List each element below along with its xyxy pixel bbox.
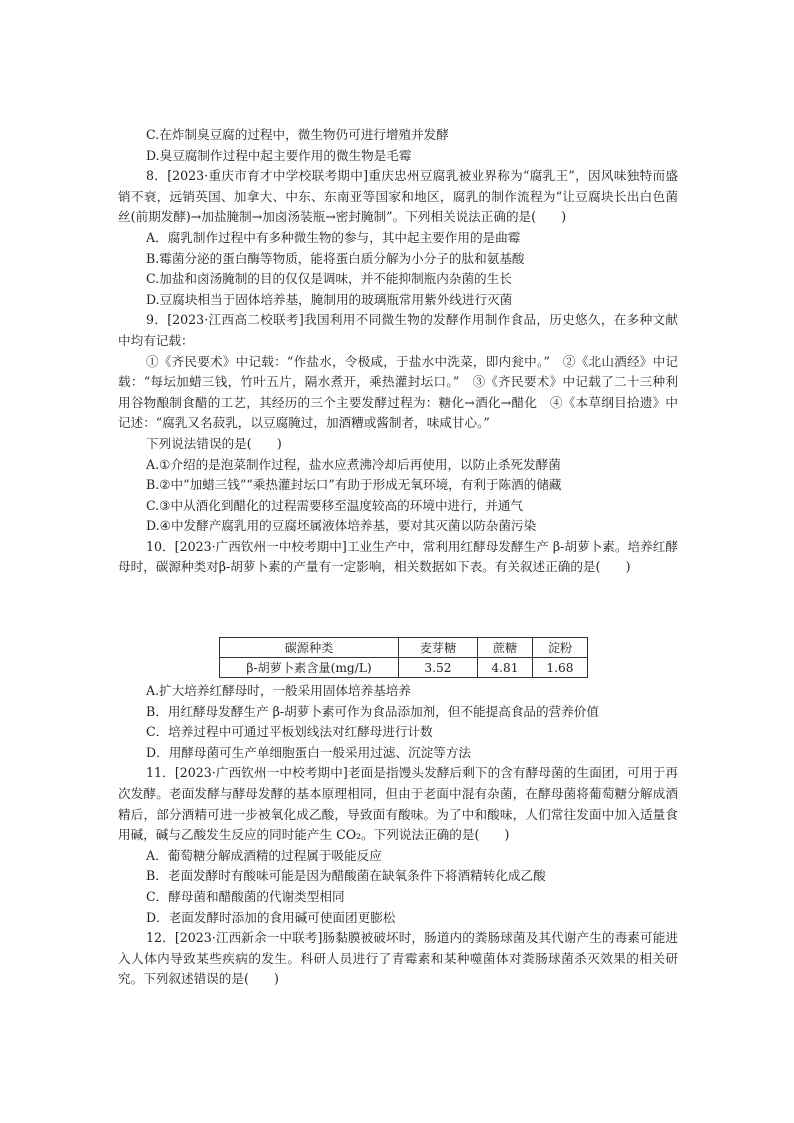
option-line: A.①介绍的是泡菜制作过程，盐水应煮沸冷却后再使用，以防止杀死发酵菌 — [146, 456, 561, 472]
table-header-row — [220, 638, 588, 658]
question-paragraph: 9．[2023·江西高二校联考]我国利用不同微生物的发酵作用制作食品，历史悠久，在多种文献中均有记载： — [118, 312, 678, 348]
table-cell: 3.52 — [399, 658, 478, 678]
option-line: C.③中从酒化到醋化的过程需要移至温度较高的环境中进行，并通气 — [146, 497, 524, 513]
option-line: B.霉菌分泌的蛋白酶等物质，能将蛋白质分解为小分子的肽和氨基酸 — [146, 250, 525, 266]
question-paragraph: 10．[2023·广西钦州一中校考期中]工业生产中，常利用红酵母发酵生产 β-胡萝卜素。培养红酵母时，碳源种类对β-胡萝卜素的产量有一定影响，相关数据如下表。有关叙述正确的是( ) — [118, 538, 678, 575]
option-line: A．葡萄糖分解成酒精的过程属于吸能反应 — [146, 847, 382, 863]
option-line: C．培养过程中可通过平板划线法对红酵母进行计数 — [146, 724, 433, 740]
option-line: D.④中发酵产腐乳用的豆腐坯属液体培养基，要对其灭菌以防杂菌污染 — [146, 518, 537, 534]
table-cell: 4.81 — [478, 658, 533, 678]
option-line: B.②中“加蜡三钱”“乘热灌封坛口”有助于形成无氧环境，有利于陈酒的储藏 — [146, 477, 562, 493]
table-header-cell: 蔗糖 — [478, 638, 533, 658]
table-row — [220, 658, 588, 678]
question-paragraph: 8．[2023·重庆市育才中学校联考期中]重庆忠州豆腐乳被业界称为“腐乳王”，因风味独特而盛销不衰，远销英国、加拿大、中东、东南亚等国家和地区，腐乳的制作流程为“让豆腐块长出白色菌丝(前期发酵)→加盐腌制→加卤汤装瓶→密封腌制”。下列相关说法正确的是( ) — [118, 168, 678, 225]
option-line: B．老面发酵时有酸味可能是因为醋酸菌在缺氧条件下将酒精转化成乙酸 — [146, 868, 546, 884]
table-cell: 1.68 — [533, 658, 588, 678]
option-line: D．用酵母菌可生产单细胞蛋白一般采用过滤、沉淀等方法 — [146, 744, 471, 760]
option-line: C．酵母菌和醋酸菌的代谢类型相同 — [146, 888, 345, 904]
table-header-cell: 碳源种类 — [220, 638, 399, 658]
option-line: A．腐乳制作过程中有多种微生物的参与，其中起主要作用的是曲霉 — [146, 229, 521, 245]
question-paragraph: 12．[2023·江西新余一中联考]肠黏膜被破坏时，肠道内的粪肠球菌及其代谢产生的毒素可能进入人体内导致某些疾病的发生。科研人员进行了青霉素和某种噬菌体对粪肠球菌杀灭效果的相关研究。下列叙述错误的是( ) — [118, 930, 678, 987]
option-line: D.豆腐块相当于固体培养基，腌制用的玻璃瓶常用紫外线进行灭菌 — [146, 291, 513, 307]
option-line: D．老面发酵时添加的食用碱可使面团更膨松 — [146, 909, 396, 925]
table-header-cell: 麦芽糖 — [399, 638, 478, 658]
option-line: B．用红酵母发酵生产 β-胡萝卜素可作为食品添加剂，但不能提高食品的营养价值 — [146, 703, 599, 719]
question-block-upper — [118, 125, 678, 578]
question-block-lower — [118, 681, 678, 990]
question-paragraph: 下列说法错误的是( ) — [146, 435, 282, 451]
table-header-cell: 淀粉 — [533, 638, 588, 658]
question-paragraph: ①《齐民要术》中记载：“作盐水，令极咸，于盐水中洗菜，即内瓮中。” ②《北山酒经》中记载：“每坛加蜡三钱，竹叶五片，隔水煮开，乘热灌封坛口。” ③《齐民要术》中记载了二十三种利用谷物酿制食醋的工艺，其经历的三个主要发酵过程为：糖化→酒化→醋化 ④《本草纲目拾遗》中记述：“腐乳又名菽乳，以豆腐腌过，加酒糟或酱制者，味咸甘心。” — [118, 353, 678, 431]
option-line: C.加盐和卤汤腌制的目的仅仅是调味，并不能抑制瓶内杂菌的生长 — [146, 271, 512, 287]
table-cell: β-胡萝卜素含量(mg/L) — [220, 658, 399, 678]
option-line: C.在炸制臭豆腐的过程中，微生物仍可进行增殖并发酵 — [146, 127, 449, 142]
option-line: A.扩大培养红酵母时，一般采用固体培养基培养 — [146, 683, 411, 698]
option-line: D.臭豆腐制作过程中起主要作用的微生物是毛霉 — [146, 147, 412, 163]
question-paragraph: 11．[2023·广西钦州一中校考期中]老面是指馒头发酵后剩下的含有酵母菌的生面团，可用于再次发酵。老面发酵与酵母发酵的基本原理相同，但由于老面中混有杂菌，在酵母菌将葡萄糖分解成酒精后，部分酒精可进一步被氧化成乙酸，导致面有酸味。为了中和酸味，人们常往发面中加入适量食用碱，碱与乙酸发生反应的同时能产生 CO₂。下列说法正确的是( ) — [118, 765, 678, 843]
carbon-source-table — [219, 637, 588, 678]
